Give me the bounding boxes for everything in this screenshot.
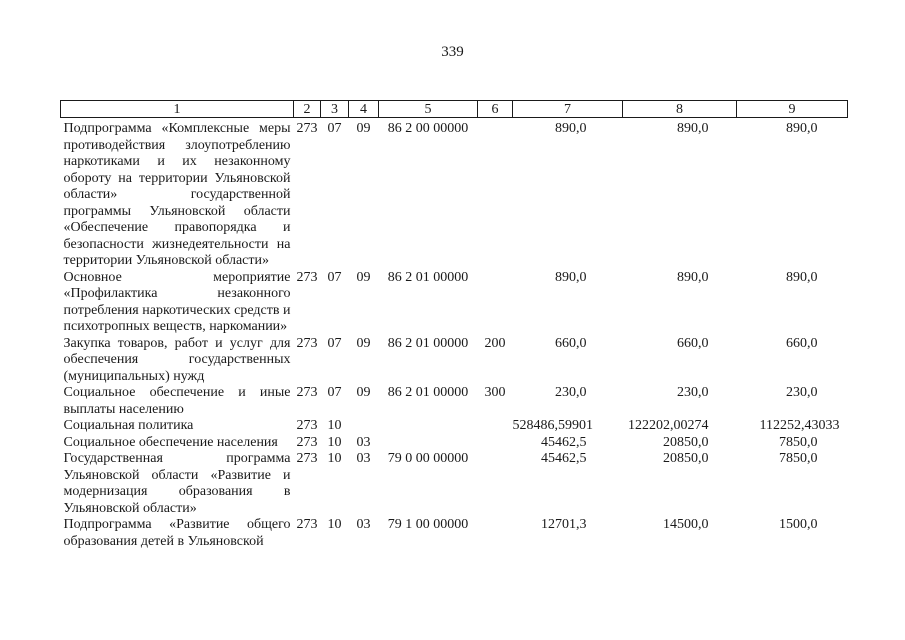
cell-value-9: 7850,0 [779,451,818,466]
cell-csr: 79 1 00 00000 [387,517,469,532]
cell-value-9: 7850,0 [779,434,818,450]
cell-value-7: 45462,5 [541,434,587,450]
cell-vr [478,517,513,550]
cell-value-9: 890,0 [786,269,818,285]
table-row [61,517,848,550]
table-row [61,118,848,270]
cell-value-8: 20850,0 [663,451,709,466]
cell-value-9: 890,0 [786,121,818,136]
column-header: 5 [379,101,478,118]
cell-value-8: 122202,00274 [628,418,709,433]
cell-vr [478,451,513,517]
page-number: 339 [441,44,464,60]
column-header: 8 [623,101,737,118]
cell-value-7: 230,0 [555,385,587,400]
cell-value-8: 890,0 [677,269,709,285]
cell-ved: 273 [296,418,318,433]
cell-ved: 273 [296,121,318,136]
cell-value-7: 45462,5 [541,451,587,466]
table-row [61,336,848,386]
cell-vr [478,118,513,270]
cell-ved: 273 [296,517,318,532]
cell-value-8: 20850,0 [663,434,709,450]
table-row [61,451,848,517]
cell-vr [478,435,513,452]
row-name: Социальное обеспечение населения [63,434,278,450]
row-name: Подпрограмма «Развитие общего образования детей в Ульяновской [63,517,291,549]
cell-value-7: 890,0 [555,269,587,285]
column-header: 1 [61,101,294,118]
cell-value-9: 112252,43033 [759,418,840,433]
row-name: Социальное обеспечение и иные выплаты населению [63,385,291,417]
cell-value-9: 1500,0 [779,517,818,532]
cell-vr [478,418,513,435]
cell-value-9: 660,0 [786,335,818,351]
table-row [61,385,848,418]
cell-value-8: 660,0 [677,335,709,351]
cell-vr: 200 [484,335,506,351]
cell-ved: 273 [296,335,318,351]
cell-value-7: 528486,59901 [512,418,593,433]
budget-table [60,100,848,550]
cell-csr: 79 0 00 00000 [387,451,469,466]
cell-rz: 07 [327,269,342,285]
cell-pr: 09 [356,385,371,400]
cell-csr: 86 2 01 00000 [387,269,469,285]
cell-csr: 86 2 00 00000 [387,121,469,136]
cell-rz: 07 [327,335,342,351]
column-header: 9 [737,101,848,118]
cell-rz: 07 [327,121,342,136]
cell-rz: 07 [327,385,342,400]
cell-value-8: 230,0 [677,385,709,400]
cell-csr: 86 2 01 00000 [387,385,469,400]
cell-ved: 273 [296,451,318,466]
cell-pr: 09 [356,335,371,351]
cell-ved: 273 [296,385,318,400]
cell-pr: 03 [356,517,371,532]
column-header: 2 [294,101,321,118]
row-name: Государственная программа Ульяновской области «Развитие и модернизация образования в Ульяновской области» [63,451,291,516]
cell-csr: 86 2 01 00000 [387,335,469,351]
cell-vr: 300 [484,385,506,400]
table-row [61,418,848,435]
cell-value-8: 14500,0 [663,517,709,532]
cell-ved: 273 [296,269,318,285]
cell-pr: 03 [356,434,371,450]
header-row [61,101,848,118]
column-header: 3 [321,101,349,118]
cell-value-7: 890,0 [555,121,587,136]
cell-pr: 09 [356,121,371,136]
cell-value-7: 660,0 [555,335,587,351]
cell-value-8: 890,0 [677,121,709,136]
column-header: 7 [513,101,623,118]
cell-pr [349,418,379,435]
cell-value-9: 230,0 [786,385,818,400]
cell-csr [379,418,478,435]
cell-pr: 09 [356,269,371,285]
cell-rz: 10 [327,517,342,532]
cell-pr: 03 [356,451,371,466]
cell-value-7: 12701,3 [541,517,587,532]
row-name: Основное мероприятие «Профилактика незаконного потребления наркотических средств и психотропных веществ, наркомании» [63,269,291,334]
cell-rz: 10 [327,434,342,450]
row-name: Социальная политика [63,418,194,433]
cell-rz: 10 [327,418,342,433]
row-name: Подпрограмма «Комплексные меры противодействия злоупотреблению наркотиками и их незаконному обороту на территории Ульяновской области» государственной программы Ульяновской области «Обеспечение правопорядка и безопасности жизнедеятельности на территории Ульяновской области» [63,121,291,268]
cell-rz: 10 [327,451,342,466]
cell-vr [478,270,513,336]
cell-ved: 273 [296,434,318,450]
column-header: 6 [478,101,513,118]
table-row [61,270,848,336]
table-row [61,435,848,452]
cell-csr [379,435,478,452]
row-name: Закупка товаров, работ и услуг для обеспечения государственных (муниципальных) нужд [63,335,291,384]
column-header: 4 [349,101,379,118]
